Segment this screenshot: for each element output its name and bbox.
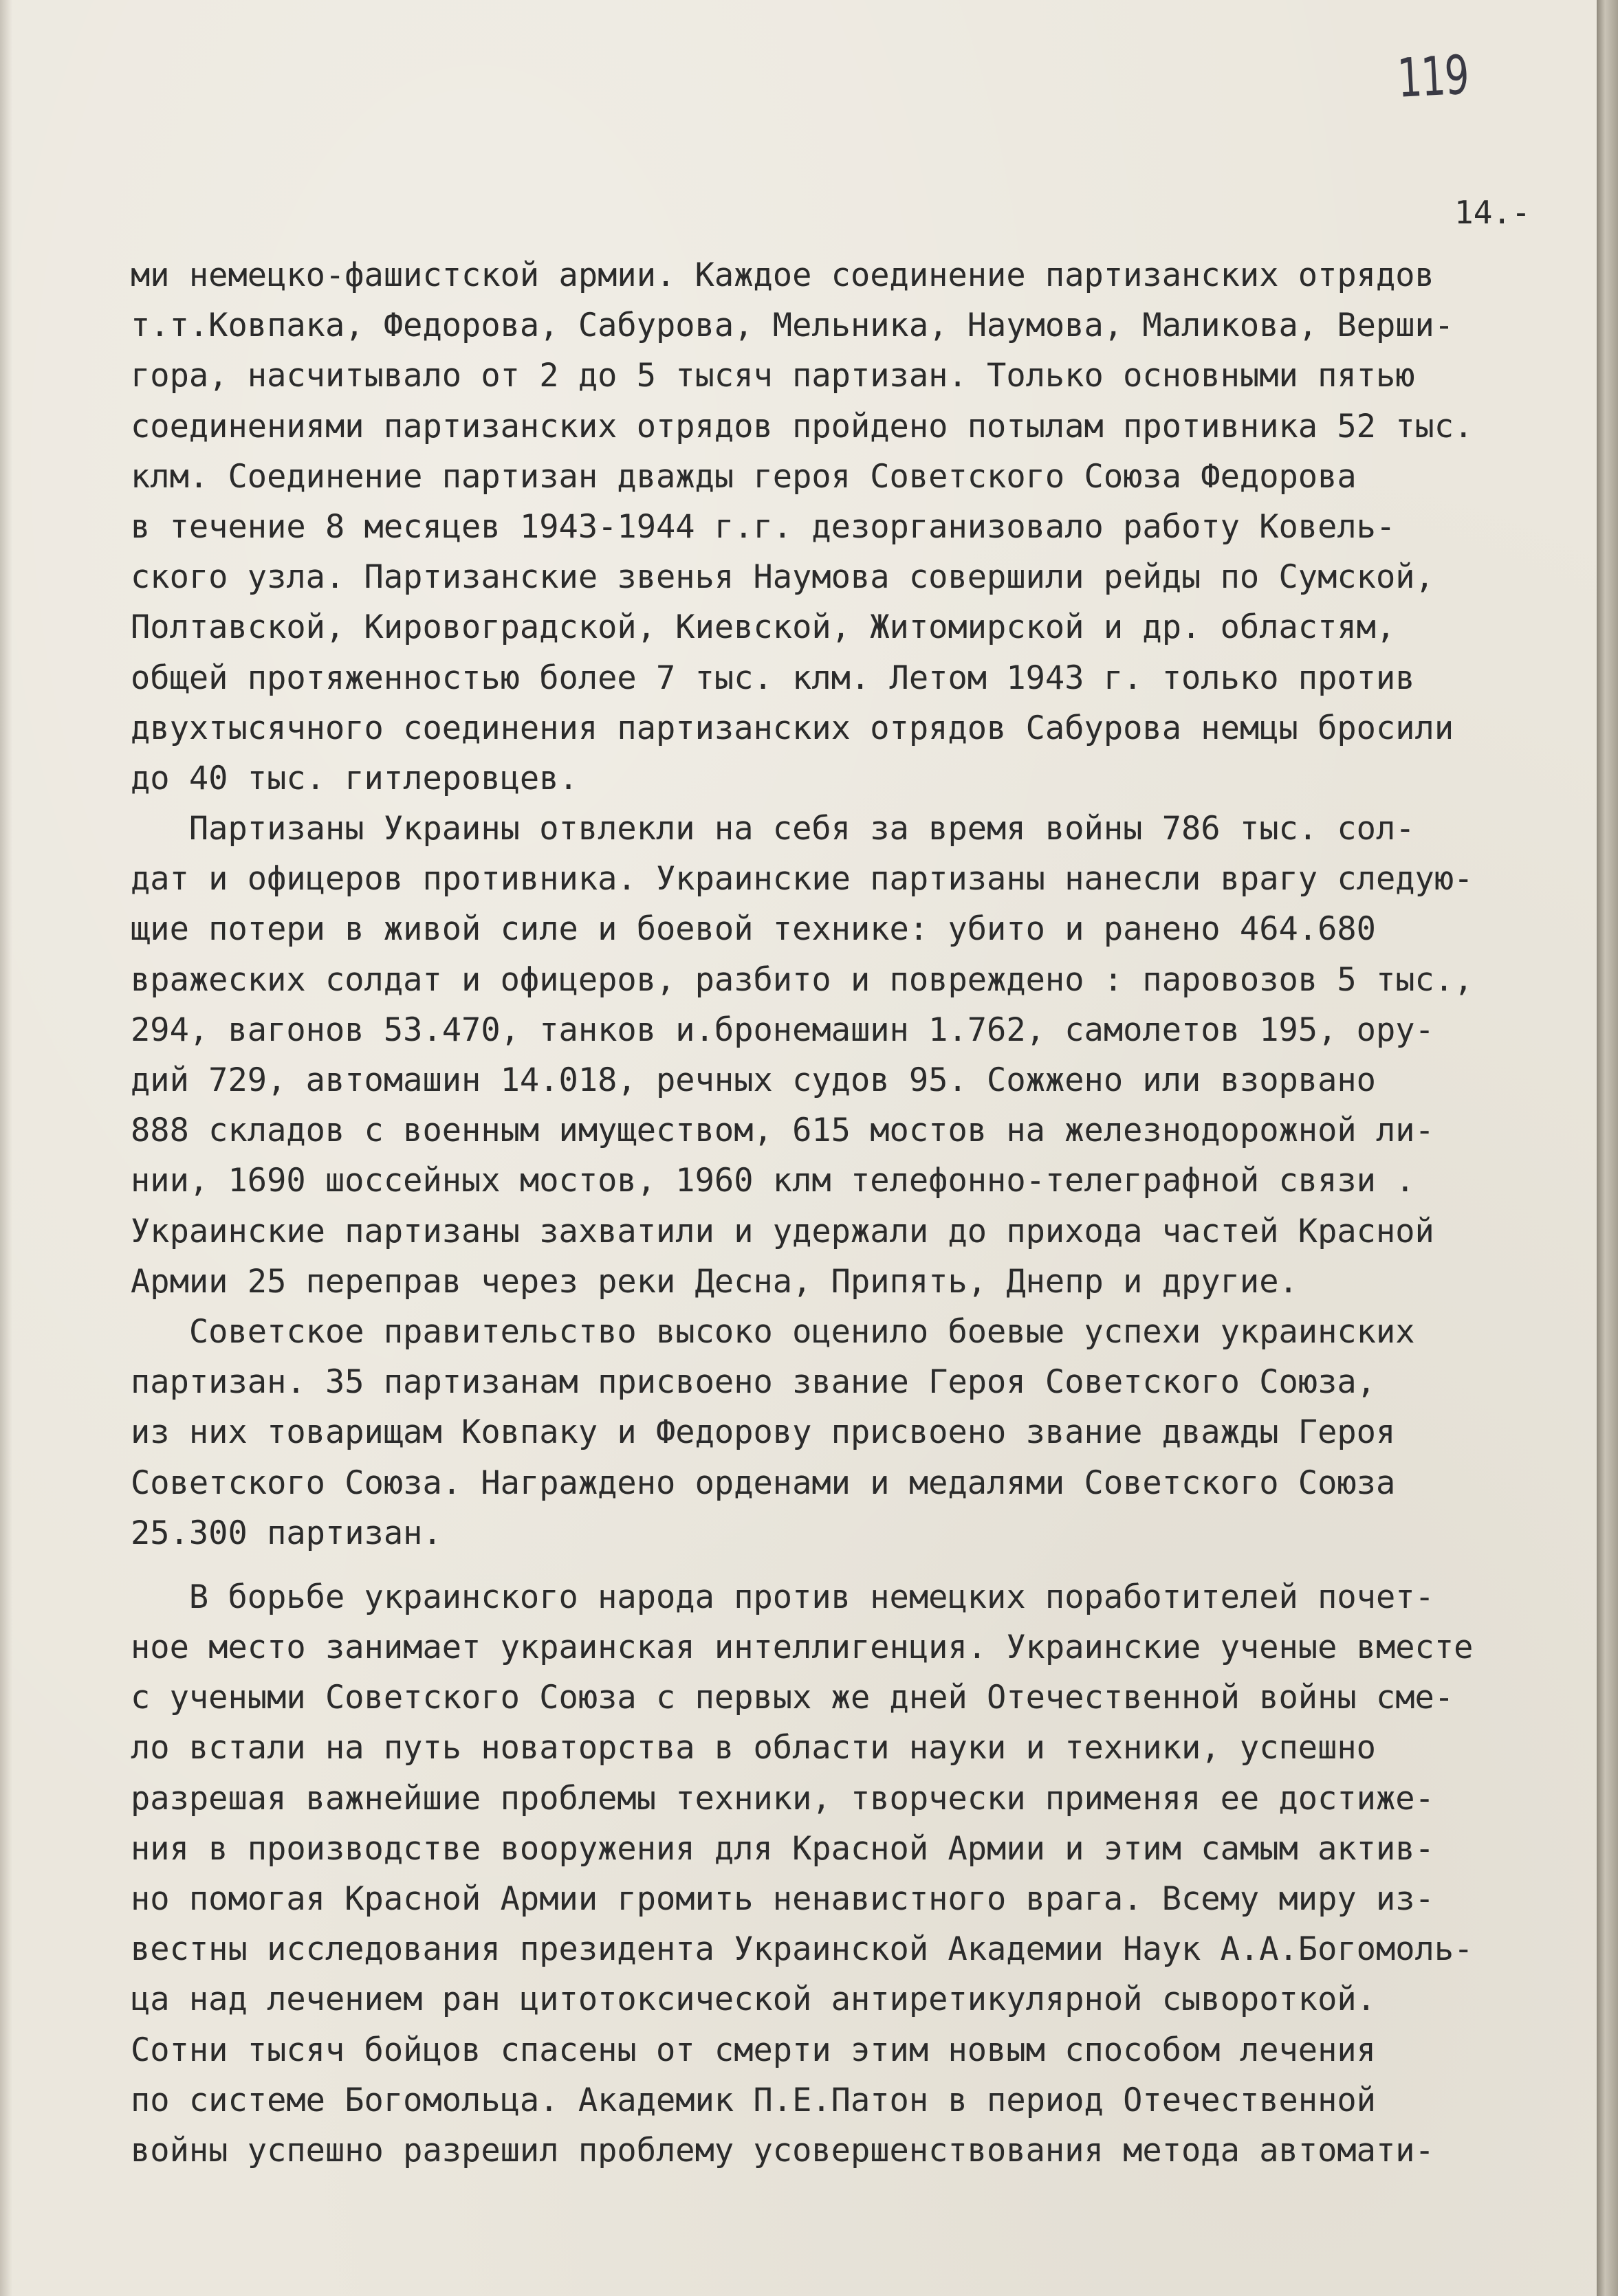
text-line: щие потери в живой силе и боевой технике: убито и ранено 464.680 bbox=[131, 910, 1376, 949]
archive-folio-stamp: 119 bbox=[1396, 44, 1470, 110]
text-line: клм. Соединение партизан дважды героя Советского Союза Федорова bbox=[131, 457, 1357, 496]
text-line: ло встали на путь новаторства в области науки и техники, успешно bbox=[131, 1729, 1376, 1767]
text-line: войны успешно разрешил проблему усовершенствования метода автомати- bbox=[131, 2131, 1434, 2170]
page-number: 14.- bbox=[1454, 194, 1531, 231]
text-line: в течение 8 месяцев 1943-1944 г.г. дезорганизовало работу Ковель- bbox=[131, 507, 1396, 546]
text-line: гора, насчитывало от 2 до 5 тысяч партизан. Только основными пятью bbox=[131, 357, 1415, 395]
text-line: 25.300 партизан. bbox=[131, 1514, 442, 1552]
text-line: соединениями партизанских отрядов пройдено потылам противника 52 тыс. bbox=[131, 407, 1474, 445]
paragraph-intelligentsia bbox=[131, 1572, 1582, 2176]
text-line: ского узла. Партизанские звенья Наумова совершили рейды по Сумской, bbox=[131, 558, 1434, 597]
text-line: 888 складов с военным имуществом, 615 мостов на железнодорожной ли- bbox=[131, 1112, 1434, 1150]
text-line: до 40 тыс. гитлеровцев. bbox=[131, 759, 578, 797]
paragraph-awards bbox=[131, 1307, 1582, 1558]
paragraph-spacer bbox=[131, 1558, 1582, 1572]
text-line: вестны исследования президента Украинской Академии Наук А.А.Богомоль- bbox=[131, 1930, 1474, 1969]
text-line: дий 729, автомашин 14.018, речных судов 95. Сожжено или взорвано bbox=[131, 1061, 1376, 1099]
text-line: Сотни тысяч бойцов спасены от смерти этим новым способом лечения bbox=[131, 2031, 1376, 2069]
text-line: партизан. 35 партизанам присвоено звание Героя Советского Союза, bbox=[131, 1363, 1376, 1402]
text-line: 294, вагонов 53.470, танков и.бронемашин 1.762, самолетов 195, ору- bbox=[131, 1011, 1434, 1049]
text-line: дат и офицеров противника. Украинские партизаны нанесли врагу следую- bbox=[131, 860, 1474, 898]
background-page-edge bbox=[1597, 0, 1618, 2296]
text-line: В борьбе украинского народа против немецких поработителей почет- bbox=[131, 1578, 1434, 1616]
text-line: с учеными Советского Союза с первых же дней Отечественной войны сме- bbox=[131, 1679, 1454, 1717]
text-line: общей протяженностью более 7 тыс. клм. Летом 1943 г. только против bbox=[131, 659, 1415, 697]
text-line: из них товарищам Ковпаку и Федорову присвоено звание дважды Героя bbox=[131, 1413, 1396, 1452]
text-line: т.т.Ковпака, Федорова, Сабурова, Мельника, Наумова, Маликова, Верши- bbox=[131, 307, 1454, 345]
text-line: Украинские партизаны захватили и удержали до прихода частей Красной bbox=[131, 1212, 1434, 1250]
text-line: ное место занимает украинская интеллигенция. Украинские ученые вместе bbox=[131, 1629, 1474, 1667]
text-line: Партизаны Украины отвлекли на себя за время войны 786 тыс. сол- bbox=[131, 810, 1415, 848]
text-line: нии, 1690 шоссейных мостов, 1960 клм телефонно-телеграфной связи . bbox=[131, 1162, 1415, 1200]
document-body bbox=[131, 250, 1582, 2176]
paragraph-enemy-losses bbox=[131, 804, 1582, 1307]
text-line: по системе Богомольца. Академик П.Е.Патон в период Отечественной bbox=[131, 2081, 1376, 2119]
text-line: разрешая важнейшие проблемы техники, творчески применяя ее достиже- bbox=[131, 1779, 1434, 1818]
text-line: но помогая Красной Армии громить ненавистного врага. Всему миру из- bbox=[131, 1880, 1434, 1918]
text-line: Советское правительство высоко оценило боевые успехи украинских bbox=[131, 1312, 1415, 1351]
text-line: ца над лечением ран цитотоксической антиретикулярной сывороткой. bbox=[131, 1980, 1376, 2019]
text-line: ми немецко-фашистской армии. Каждое соединение партизанских отрядов bbox=[131, 256, 1434, 294]
text-line: двухтысячного соединения партизанских отрядов Сабурова немцы бросили bbox=[131, 709, 1454, 747]
text-line: ния в производстве вооружения для Красной Армии и этим самым актив- bbox=[131, 1829, 1434, 1868]
text-line: вражеских солдат и офицеров, разбито и повреждено : паровозов 5 тыс., bbox=[131, 960, 1474, 999]
text-line: Полтавской, Кировоградской, Киевской, Житомирской и др. областям, bbox=[131, 608, 1396, 647]
text-line: Армии 25 переправ через реки Десна, Припять, Днепр и другие. bbox=[131, 1262, 1298, 1301]
paragraph-partisan-formations bbox=[131, 250, 1582, 804]
text-line: Советского Союза. Награждено орденами и медалями Советского Союза bbox=[131, 1464, 1396, 1502]
